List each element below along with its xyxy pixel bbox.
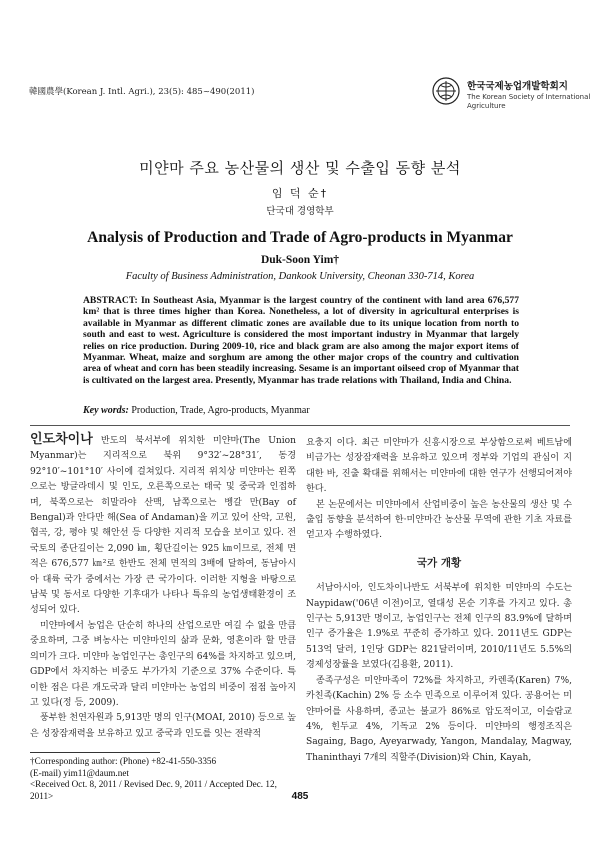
author-email: (E-mail) yim11@daum.net	[30, 767, 129, 778]
corresponding-author: †Corresponding author: (Phone) +82-41-550-3356	[30, 756, 217, 766]
manuscript-dates: <Received Oct. 8, 2011 / Revised Dec. 9, 2011 / Accepted Dec. 12, 2011>	[30, 779, 277, 801]
body-column-left	[30, 432, 296, 742]
society-name-korean: 한국국제농업개발학회지	[467, 81, 568, 92]
keywords-text: Production, Trade, Agro-products, Myanmar	[131, 405, 310, 416]
paragraph: 풍부한 천연자원과 5,913만 명의 인구(MOAI, 2010) 등으로 높은 성장잠재력을 보유하고 있고 중국과 인도를 잇는 전략적	[30, 713, 296, 739]
section-divider	[30, 425, 570, 426]
affiliation-korean: 단국대 경영학부	[266, 206, 334, 217]
lead-word: 인도차이나	[30, 432, 93, 447]
society-logo	[431, 76, 591, 116]
abstract-label: ABSTRACT:	[83, 295, 138, 306]
body-column-right	[306, 436, 572, 766]
paragraph-text: 반도의 북서부에 위치한 미얀마(The Union Myanmar)는 지리적으로 북위 9°32′~28°31′, 동경 92°10′~101°10′ 사이에 걸쳐있다. 지리적 위치상 미얀마는 왼쪽으로는 방글라데시 및 인도, 오른쪽으로는 태국 및 중국과 인접하며, 북쪽으로는 히말라야 산맥, 남쪽으로는 벵갈 만(Bay of Bengal)과 안다만 해(Sea of Andaman)을 끼고 있어 산악, 고원, 협곡, 강, 평야 및 해안선 등 다양한 지리적 모습을 보이고 있다. 전 국토의 종단길이는 2,090 ㎞, 횡단길이는 925 ㎞이므로, 전체 면적은 676,577 ㎞²로 한반도 전체 면적의 3배에 달하여, 동남아시아 대륙 국가 중에서는 가장 큰 국가이다. 이러한 지형을 바탕으로 남북 및 동서로 다양한 기후대가 나타나 특유의 농업생태환경이 조성되어 있다.	[30, 436, 296, 616]
page-number: 485	[291, 791, 309, 802]
abstract	[83, 295, 519, 386]
section-heading: 국가 개황	[416, 556, 462, 569]
paragraph: 본 논문에서는 미얀마에서 산업비중이 높은 농산물의 생산 및 수출입 동향을 분석하여 한·미얀마간 농산물 무역에 관한 기초 자료를 얻고자 수행하였다.	[306, 499, 572, 541]
society-name-english-line1: The Korean Society of International	[467, 93, 591, 101]
paper-title-english: Analysis of Production and Trade of Agro-products in Myanmar	[87, 229, 513, 246]
footnote-rule	[30, 752, 160, 753]
journal-reference: 韓國農學(Korean J. Intl. Agri.), 23(5): 485~490(2011)	[29, 87, 255, 97]
affiliation-english: Faculty of Business Administration, Dankook University, Cheonan 330-714, Korea	[125, 271, 475, 282]
keywords-label: Key words:	[83, 405, 129, 416]
society-emblem-icon	[431, 76, 461, 106]
author-korean: 임 덕 순†	[271, 187, 329, 200]
keywords	[83, 405, 519, 416]
paragraph: 미얀마에서 농업은 단순히 하나의 산업으로만 여길 수 없을 만큼 중요하며, 그중 벼농사는 미얀마인의 삶과 문화, 영혼이라 할 만큼 의미가 크다. 미얀마 농업인구는 총인구의 64%를 차지하고 있으며, GDP에서 차지하는 비중도 부가가치 기준으로 37% 수준이다. 특이한 점은 다른 개도국과 달리 미얀마는 농업의 비중이 점점 높아지고 있다(정 등, 2009).	[30, 620, 296, 708]
paragraph: 요충지 이다. 최근 미얀마가 신흥시장으로 부상함으로써 베트남에 비금가는 성장잠재력을 보유하고 있으며 정부와 기업의 관심이 지대한 바, 진출 확대를 위해서는 미얀마에 대한 연구가 선행되어져야 한다.	[306, 438, 572, 495]
paper-title-korean: 미얀마 주요 농산물의 생산 및 수출입 동향 분석	[139, 159, 461, 177]
paragraph: 종족구성은 미얀마족이 72%를 차지하고, 카렌족(Karen) 7%, 카친족(Kachin) 2% 등 소수 민족으로 이루어져 있다. 공용어는 미얀마어를 사용하며, 종교는 불교가 86%로 압도적이고, 이슬람교 4%, 힌두교 4%, 기독교 2% 등이다. 미얀마의 행정조직은 Sagaing, Bago, Ayeyarwady, Yangon, Mandalay, Magway, Thaninthayi 7개의 직할주(Division)와 Chin, Kayah,	[306, 675, 572, 763]
paragraph	[30, 432, 296, 619]
society-name-english-line2: Agriculture	[467, 102, 506, 110]
author-english: Duk-Soon Yim†	[260, 254, 340, 266]
paragraph: 서남아시아, 인도차이나반도 서북부에 위치한 미얀마의 수도는 Naypidaw('06년 이전)이고, 열대성 몬순 기후를 가지고 있다. 총 인구는 5,913만 명이고, 농업인구는 전체 인구의 83.9%에 달하며 인구 증가율은 1.9%로 꾸준히 증가하고 있다. 2011년도 GDP는 513억 달러, 1인당 GDP는 821달러이며, 2010/11년도 5.5%의 경제성장률을 보였다(김용환, 2011).	[306, 583, 572, 671]
abstract-text: In Southeast Asia, Myanmar is the largest country of the continent with land area 676,577 km² that is three times higher than Korea. Nonetheless, a lot of diversity in agricultural enterprises is available in Myanmar as different climatic zones are available due to its unique location from north to south and east to west. Agriculture is considered the most important industry in Myanmar that largely relies on rice production. During 2009-10, rice and black gram are also among the major export items of Myanmar. Wheat, maize and sorghum are among the other major crops of the country and cultivation area of wheat and corn has been steadily increasing. Sesame is an important oilseed crop of Myanmar that is cultivated on the largest area. Presently, Myanmar has trade relations with Thailand, India and China.	[83, 295, 519, 386]
